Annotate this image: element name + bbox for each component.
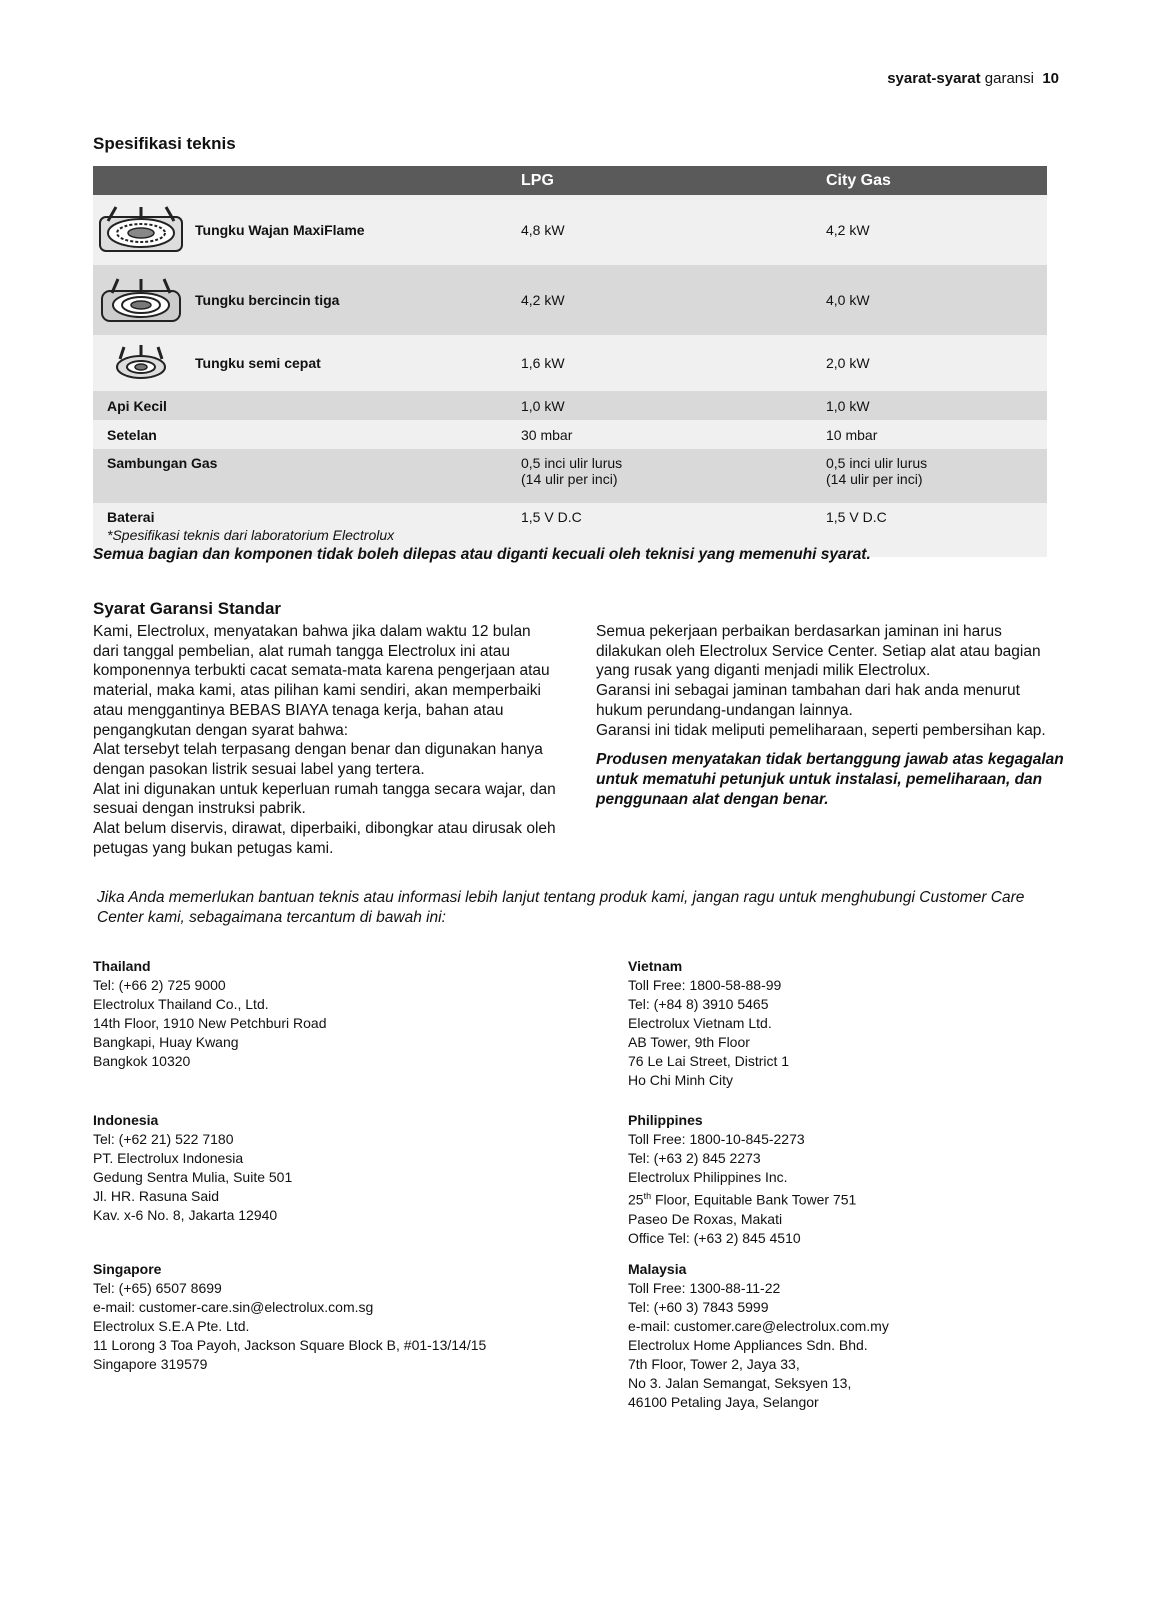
- city-value: 10 mbar: [826, 420, 1047, 449]
- spec-label: Api Kecil: [93, 391, 521, 420]
- triple-ring-burner-icon: [93, 273, 189, 327]
- office-country: Philippines: [628, 1112, 703, 1128]
- warranty-right-column: [596, 622, 1066, 809]
- contact-intro: Jika Anda memerlukan bantuan teknis atau informasi lebih lanjut tentang produk kami, jangan ragu untuk menghubungi Customer Care Center kami, sebagaimana tercantum di bawah ini:: [97, 889, 1025, 926]
- lpg-value: 0,5 inci ulir lurus (14 ulir per inci): [521, 449, 826, 503]
- wok-burner-icon: [93, 203, 189, 257]
- warranty-paragraph: Alat belum diservis, dirawat, diperbaiki, dibongkar atau dirusak oleh petugas yang bukan petugas kami.: [93, 820, 556, 857]
- lpg-value: 30 mbar: [521, 420, 826, 449]
- spec-row: [93, 391, 1047, 420]
- burner-name: Tungku semi cepat: [195, 355, 321, 371]
- spec-label: Setelan: [93, 420, 521, 449]
- standard-warranty-title: Syarat Garansi Standar: [93, 599, 282, 618]
- spec-row-burner: [93, 265, 1047, 335]
- spec-note: *Spesifikasi teknis dari laboratorium Electrolux: [107, 527, 395, 543]
- office-details: Paseo De Roxas, Makati Office Tel: (+63 2) 845 4510: [628, 1210, 801, 1246]
- office-country: Singapore: [93, 1261, 162, 1277]
- office-details: Tel: (+62 21) 522 7180 PT. Electrolux Indonesia Gedung Sentra Mulia, Suite 501 Jl. HR. Rasuna Said Kav. x-6 No. 8, Jakarta 12940: [93, 1131, 293, 1223]
- lpg-value: 1,5 V D.C: [521, 503, 826, 557]
- spec-row: [93, 420, 1047, 449]
- warranty-paragraph: Alat tersebyt telah terpasang dengan benar dan digunakan hanya dengan pasokan listrik sesuai label yang tertera.: [93, 741, 543, 778]
- lpg-value: 4,8 kW: [521, 195, 826, 265]
- spec-label: Baterai: [107, 509, 155, 525]
- office-floor-line: 25th Floor, Equitable Bank Tower 751: [628, 1191, 857, 1208]
- office-thailand: [93, 957, 563, 1071]
- city-value: 2,0 kW: [826, 335, 1047, 391]
- semi-rapid-burner-icon: [93, 341, 189, 385]
- office-country: Malaysia: [628, 1261, 687, 1277]
- city-value: 0,5 inci ulir lurus (14 ulir per inci): [826, 449, 1047, 503]
- warranty-paragraph: Kami, Electrolux, menyatakan bahwa jika dalam waktu 12 bulan dari tanggal pembelian, alat rumah tangga Electrolux ini atau komponennya terbukti cacat semata-mata karena pengerjaan atau material, maka kami, atas pilihan kami sendiri, akan memperbaiki atau menggantinya BEBAS BIAYA tenaga kerja, bahan atau pengangkutan dengan syarat bahwa:: [93, 623, 550, 739]
- warranty-paragraph: Garansi ini sebagai jaminan tambahan dari hak anda menurut hukum perundang-undangan lainnya.: [596, 682, 1020, 719]
- page-number: 10: [1042, 70, 1059, 87]
- header-normal: garansi: [984, 70, 1034, 87]
- burner-name: Tungku Wajan MaxiFlame: [195, 222, 365, 238]
- office-country: Indonesia: [93, 1112, 159, 1128]
- burner-name: Tungku bercincin tiga: [195, 292, 340, 308]
- spec-header-row: [93, 166, 1047, 195]
- page-header: [887, 70, 1059, 87]
- city-value: 4,0 kW: [826, 265, 1047, 335]
- spec-title: Spesifikasi teknis: [93, 134, 236, 153]
- spec-label: Sambungan Gas: [93, 449, 521, 503]
- warning-text: Semua bagian dan komponen tidak boleh dilepas atau diganti kecuali oleh teknisi yang memenuhi syarat.: [93, 546, 871, 563]
- spec-row-burner: [93, 335, 1047, 391]
- city-value: 1,0 kW: [826, 391, 1047, 420]
- spec-table: [93, 166, 1047, 557]
- office-singapore: [93, 1260, 563, 1374]
- city-value: 1,5 V D.C: [826, 503, 1047, 557]
- warranty-paragraph: Alat ini digunakan untuk keperluan rumah tangga secara wajar, dan sesuai dengan instruksi pabrik.: [93, 780, 556, 818]
- lpg-value: 1,6 kW: [521, 335, 826, 391]
- header-bold: syarat-syarat: [887, 70, 981, 87]
- spec-row: [93, 449, 1047, 503]
- office-indonesia: [93, 1111, 563, 1225]
- warranty-paragraph: Semua pekerjaan perbaikan berdasarkan jaminan ini harus dilakukan oleh Electrolux Service Center. Setiap alat atau bagian yang rusak yang diganti menjadi milik Electrolux.: [596, 623, 1041, 680]
- lpg-value: 4,2 kW: [521, 265, 826, 335]
- office-details: Toll Free: 1800-58-88-99 Tel: (+84 8) 3910 5465 Electrolux Vietnam Ltd. AB Tower, 9th Floor 76 Le Lai Street, District 1 Ho Chi Minh City: [628, 977, 790, 1088]
- col-lpg-header: LPG: [521, 166, 826, 195]
- office-details: Tel: (+66 2) 725 9000 Electrolux Thailand Co., Ltd. 14th Floor, 1910 New Petchburi Road Bangkapi, Huay Kwang Bangkok 10320: [93, 977, 327, 1069]
- warranty-paragraph: Garansi ini tidak meliputi pemeliharaan, seperti pembersihan kap.: [596, 721, 1046, 739]
- office-details: Tel: (+65) 6507 8699 e-mail: customer-care.sin@electrolux.com.sg Electrolux S.E.A Pte. Ltd. 11 Lorong 3 Toa Payoh, Jackson Square Block B, #01-13/14/15 Singapore 319579: [93, 1280, 487, 1372]
- office-vietnam: [628, 957, 1098, 1090]
- office-details: Toll Free: 1300-88-11-22 Tel: (+60 3) 7843 5999 e-mail: customer.care@electrolux.com.my Electrolux Home Appliances Sdn. Bhd. 7th Floor, Tower 2, Jaya 33, No 3. Jalan Semangat, Seksyen 13, 46100 Petaling Jaya, Selangor: [628, 1280, 889, 1410]
- office-country: Vietnam: [628, 958, 683, 974]
- office-details: Toll Free: 1800-10-845-2273 Tel: (+63 2) 845 2273 Electrolux Philippines Inc.: [628, 1131, 805, 1185]
- office-philippines: [628, 1111, 1098, 1248]
- office-country: Thailand: [93, 958, 151, 974]
- city-value: 4,2 kW: [826, 195, 1047, 265]
- office-malaysia: [628, 1260, 1098, 1412]
- col-city-header: City Gas: [826, 166, 1047, 195]
- lpg-value: 1,0 kW: [521, 391, 826, 420]
- warranty-left-column: [93, 622, 558, 858]
- spec-row-burner: [93, 195, 1047, 265]
- disclaimer-text: Produsen menyatakan tidak bertanggung jawab atas kegagalan untuk mematuhi petunjuk untuk instalasi, pemeliharaan, dan penggunaan alat dengan benar.: [596, 751, 1064, 808]
